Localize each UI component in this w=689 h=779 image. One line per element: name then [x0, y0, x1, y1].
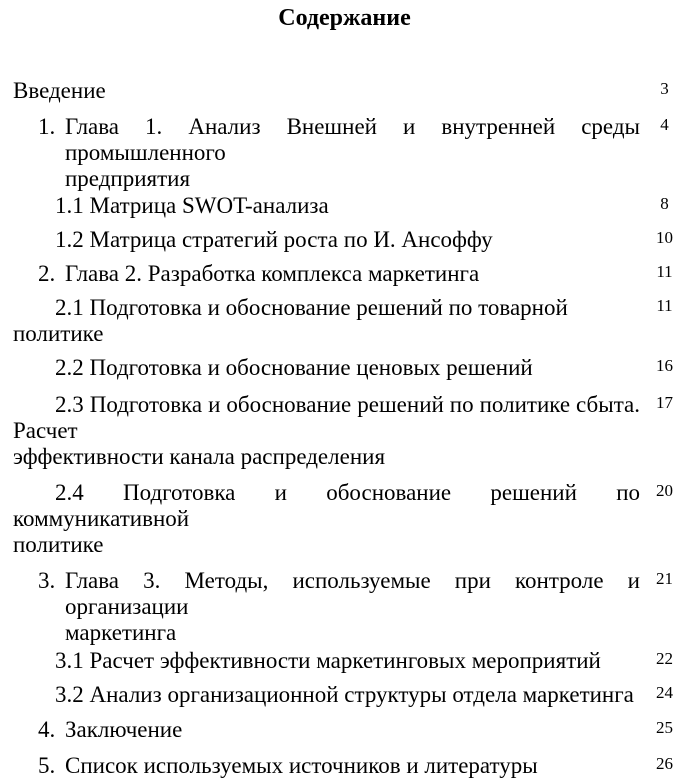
- toc-entry-line: предприятия: [65, 166, 191, 191]
- toc-entry-text: 3.1 Расчет эффективности маркетинговых мероприятий: [55, 648, 601, 673]
- page-number: 3: [660, 79, 669, 98]
- toc-entry-line: Список используемых источников и литературы: [65, 753, 538, 778]
- toc-entry-text: 1.1 Матрица SWOT-анализа: [55, 193, 329, 218]
- toc-entry-references: [0, 753, 689, 779]
- toc-entry-text: Введение: [13, 78, 106, 103]
- toc-entry-conclusion: [0, 717, 689, 743]
- toc-entry-text: [13, 568, 640, 620]
- toc-entry-line: 2.4 Подготовка и обоснование решений по коммуникативной: [13, 480, 640, 531]
- page-number: 21: [656, 569, 673, 588]
- list-number: 3.: [38, 568, 56, 593]
- page-number: 24: [656, 683, 673, 702]
- toc-entry-chapter-3: [0, 568, 689, 646]
- page-number: 11: [656, 296, 673, 315]
- page-number: 11: [656, 262, 673, 281]
- toc-entry-text: [13, 114, 640, 166]
- toc-entry-text: [13, 753, 640, 779]
- toc-entry-text: 2.2 Подготовка и обоснование ценовых решений: [55, 355, 533, 380]
- page-number: 10: [656, 228, 673, 247]
- toc-entry-3-1: [0, 648, 689, 674]
- page-title: Содержание: [278, 5, 411, 31]
- page-number: 8: [660, 194, 669, 213]
- toc-entry-line: политике: [13, 532, 104, 557]
- toc-entry-3-2: [0, 682, 689, 708]
- toc-entry-line: Глава 1. Анализ Внешней и внутренней среды промышленного: [65, 114, 640, 165]
- toc-entry-2-3: [0, 392, 689, 470]
- toc-entry-chapter-2: [0, 261, 689, 287]
- toc-entry-2-4: [0, 480, 689, 558]
- toc-entry-2-1: [0, 295, 689, 347]
- page-number: 25: [656, 718, 673, 737]
- toc-entry-text: 3.2 Анализ организационной структуры отдела маркетинга: [55, 682, 634, 707]
- toc-entry-line: эффективности канала распределения: [13, 444, 386, 469]
- page-number: 17: [656, 393, 673, 412]
- page-number: 22: [656, 649, 673, 668]
- toc-entry-text: [13, 261, 640, 287]
- list-number: 2.: [38, 261, 56, 286]
- list-number: 5.: [38, 753, 56, 778]
- toc-entry-1-1: [0, 193, 689, 219]
- toc-entry-text: 1.2 Матрица стратегий роста по И. Ансоффу: [55, 227, 493, 252]
- toc-entry-line: 2.3 Подготовка и обоснование решений по политике сбыта. Расчет: [13, 392, 640, 443]
- toc-entry-line: Глава 2. Разработка комплекса маркетинга: [65, 261, 480, 286]
- page-number: 16: [656, 356, 673, 375]
- toc-entry-chapter-1: [0, 114, 689, 192]
- toc-entry-1-2: [0, 227, 689, 253]
- list-number: 4.: [38, 717, 56, 742]
- toc-entry-2-2: [0, 355, 689, 381]
- toc-entry-introduction: [0, 78, 689, 104]
- page-number: 26: [656, 754, 673, 773]
- page-number: 4: [660, 115, 669, 134]
- toc-entry-text: 2.1 Подготовка и обоснование решений по товарной политике: [13, 295, 568, 346]
- list-number: 1.: [38, 114, 56, 139]
- toc-entry-line: маркетинга: [65, 620, 177, 645]
- page-number: 20: [656, 481, 673, 500]
- toc-entry-line: Заключение: [65, 717, 183, 742]
- toc-entry-text: [13, 717, 640, 743]
- toc-entry-line: Глава 3. Методы, используемые при контроле и организации: [65, 568, 640, 619]
